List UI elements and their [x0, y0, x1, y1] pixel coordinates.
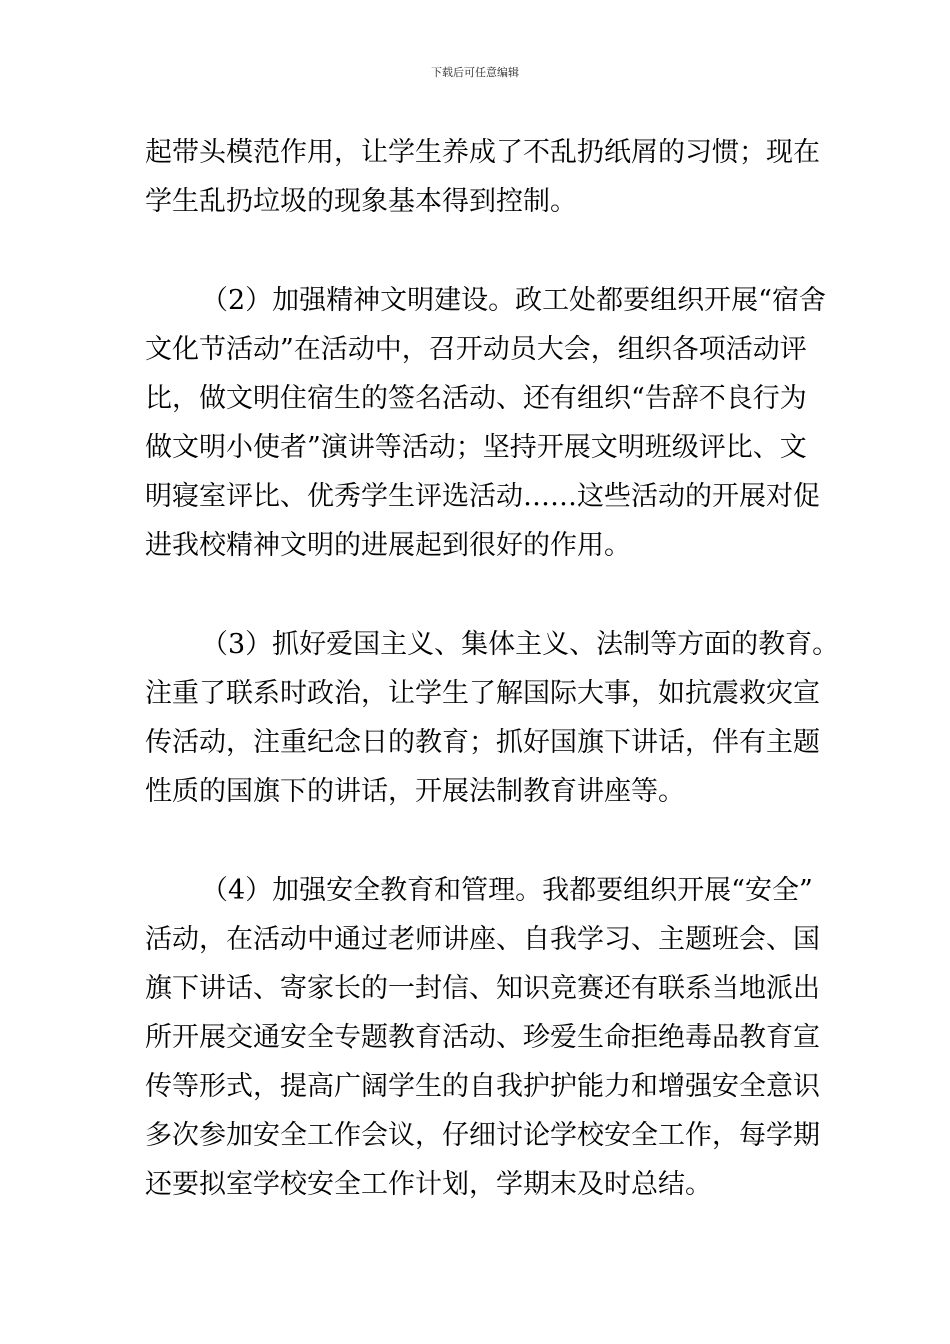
text-line: 学生乱扔垃圾的现象基本得到控制。 [145, 186, 577, 217]
text-line: 性质的国旗下的讲话，开展法制教育讲座等。 [145, 776, 685, 807]
text-line: 做文明小使者”演讲等活动；坚持开展文明班级评比、文 [145, 432, 807, 463]
text-line: 传活动，注重纪念日的教育；抓好国旗下讲话，伴有主题 [145, 727, 820, 758]
text-line: （3）抓好爱国主义、集体主义、法制等方面的教育。 [201, 629, 840, 660]
paragraph-1 [145, 128, 820, 226]
text-line: 旗下讲话、寄家长的一封信、知识竞赛还有联系当地派出 [145, 973, 820, 1004]
text-line: （2）加强精神文明建设。政工处都要组织开展“宿舍 [201, 285, 826, 316]
text-line: 传等形式，提高广阔学生的自我护护能力和增强安全意识 [145, 1071, 820, 1102]
text-line: 所开展交通安全专题教育活动、珍爱生命拒绝毒品教育宣 [145, 1022, 820, 1053]
text-line: （4）加强安全教育和管理。我都要组织开展“安全” [201, 875, 813, 906]
text-line: 明寝室评比、优秀学生评选活动……这些活动的开展对促 [145, 481, 820, 512]
text-line: 多次参加安全工作会议，仔细讨论学校安全工作，每学期 [145, 1120, 820, 1151]
paragraph-4 [145, 866, 820, 1209]
text-line: 注重了联系时政治，让学生了解国际大事，如抗震救灾宣 [145, 678, 820, 709]
text-line: 比，做文明住宿生的签名活动、还有组织“告辞不良行为 [145, 383, 807, 414]
text-line: 进我校精神文明的进展起到很好的作用。 [145, 530, 631, 561]
text-line: 还要拟室学校安全工作计划，学期末及时总结。 [145, 1169, 712, 1200]
paragraph-2 [145, 276, 826, 570]
text-line: 起带头模范作用，让学生养成了不乱扔纸屑的习惯；现在 [145, 137, 820, 168]
text-line: 文化节活动”在活动中，召开动员大会，组织各项活动评 [145, 334, 807, 365]
paragraph-3 [145, 620, 840, 816]
page-header: 下载后可任意编辑 [431, 66, 519, 79]
text-line: 活动，在活动中通过老师讲座、自我学习、主题班会、国 [145, 924, 820, 955]
document-body [145, 128, 840, 1209]
